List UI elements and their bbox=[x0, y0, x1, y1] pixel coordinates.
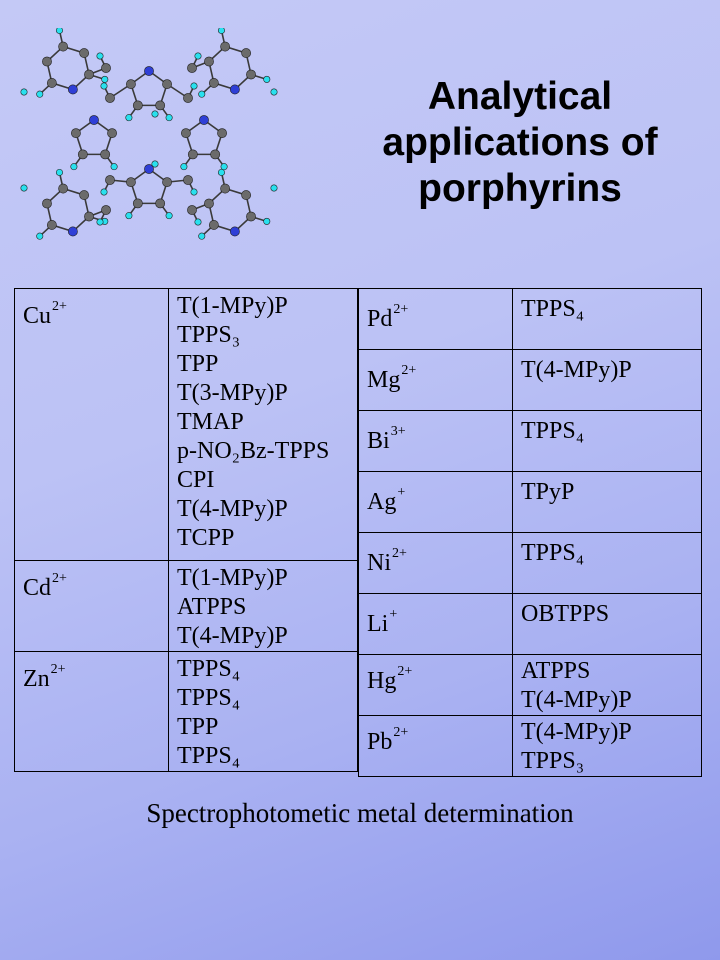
hydrogen-atom bbox=[71, 163, 77, 169]
ligand-cell bbox=[513, 350, 702, 411]
metal-table-left bbox=[14, 288, 358, 772]
carbon-atom bbox=[59, 42, 68, 51]
table-row bbox=[15, 652, 358, 772]
carbon-atom bbox=[84, 70, 93, 79]
hydrogen-atom bbox=[166, 114, 172, 120]
hydrogen-atom bbox=[111, 163, 117, 169]
carbon-atom bbox=[183, 93, 192, 102]
hydrogen-atom bbox=[101, 189, 107, 195]
ligand-name: TCPP bbox=[177, 525, 235, 551]
table-row bbox=[359, 350, 702, 411]
slide-title bbox=[352, 74, 688, 212]
ligand-name: CPI bbox=[177, 467, 215, 493]
ligand-name: T(4-MPy)P bbox=[177, 496, 288, 522]
hydrogen-atom bbox=[152, 161, 158, 167]
hydrogen-atom bbox=[271, 185, 277, 191]
table-row bbox=[359, 716, 702, 777]
metal-symbol: Ni bbox=[367, 550, 391, 576]
hydrogen-atom bbox=[271, 89, 277, 95]
ligand-name: T(4-MPy)P bbox=[521, 687, 632, 713]
carbon-atom bbox=[187, 205, 196, 214]
hydrogen-atom bbox=[56, 169, 62, 175]
metal-symbol: Ag bbox=[367, 489, 397, 515]
metal-symbol: Mg bbox=[367, 367, 401, 393]
metal-charge: 2+ bbox=[397, 664, 413, 679]
ligand-name: T(4-MPy)P bbox=[521, 357, 632, 383]
hydrogen-atom bbox=[191, 83, 197, 89]
nitrogen-atom bbox=[89, 115, 98, 124]
table-row bbox=[359, 289, 702, 350]
carbon-atom bbox=[204, 57, 213, 66]
hydrogen-atom bbox=[152, 111, 158, 117]
ligand-name: TPPS₄ bbox=[177, 685, 241, 711]
title-line: porphyrins bbox=[418, 167, 622, 210]
hydrogen-atom bbox=[21, 89, 27, 95]
metal-charge: 2+ bbox=[50, 662, 66, 677]
ligand-name: TPPS₄ bbox=[521, 540, 585, 566]
ligand-cell bbox=[169, 652, 358, 772]
metal-symbol: Pb bbox=[367, 729, 393, 755]
carbon-atom bbox=[101, 63, 110, 72]
ligand-name: TPPS₄ bbox=[177, 743, 241, 769]
carbon-atom bbox=[105, 93, 114, 102]
carbon-atom bbox=[156, 101, 165, 110]
ligand-name: T(4-MPy)P bbox=[521, 719, 632, 745]
ligand-name: ATPPS bbox=[521, 658, 591, 684]
ligand-cell bbox=[169, 561, 358, 652]
ligand-name: ATPPS bbox=[177, 594, 247, 620]
ligand-name: OBTPPS bbox=[521, 601, 610, 627]
ligand-cell bbox=[513, 655, 702, 716]
metal-cell bbox=[359, 350, 513, 411]
carbon-atom bbox=[181, 129, 190, 138]
hydrogen-atom bbox=[126, 114, 132, 120]
metal-charge: 2+ bbox=[393, 302, 409, 317]
carbon-atom bbox=[246, 212, 255, 221]
hydrogen-atom bbox=[181, 163, 187, 169]
metal-cell bbox=[359, 716, 513, 777]
carbon-atom bbox=[242, 190, 251, 199]
carbon-atom bbox=[133, 101, 142, 110]
metal-cell bbox=[359, 594, 513, 655]
carbon-atom bbox=[188, 150, 197, 159]
ligand-name: T(1-MPy)P bbox=[177, 565, 288, 591]
ligand-cell bbox=[513, 716, 702, 777]
title-line: applications of bbox=[382, 121, 658, 164]
carbon-atom bbox=[211, 150, 220, 159]
carbon-atom bbox=[221, 184, 230, 193]
carbon-atom bbox=[183, 175, 192, 184]
metal-charge: 2+ bbox=[52, 299, 67, 314]
ligand-cell bbox=[169, 289, 358, 561]
metal-charge: 2+ bbox=[52, 571, 67, 586]
carbon-atom bbox=[162, 80, 171, 89]
carbon-atom bbox=[204, 199, 213, 208]
nitrogen-atom bbox=[144, 66, 153, 75]
ligand-name: T(3-MPy)P bbox=[177, 380, 288, 406]
carbon-atom bbox=[80, 190, 89, 199]
ligand-name: T(1-MPy)P bbox=[177, 293, 288, 319]
metal-table-right bbox=[358, 288, 702, 777]
metal-charge: 2+ bbox=[401, 363, 417, 378]
ligand-name: TPP bbox=[177, 351, 219, 377]
carbon-atom bbox=[42, 199, 51, 208]
metal-charge: 3+ bbox=[390, 424, 406, 439]
metal-cell bbox=[359, 411, 513, 472]
metal-table-right-body bbox=[359, 289, 702, 777]
hydrogen-atom bbox=[195, 219, 201, 225]
metal-charge: 2+ bbox=[392, 546, 407, 561]
ligand-name: T(4-MPy)P bbox=[177, 623, 288, 649]
carbon-atom bbox=[107, 129, 116, 138]
metal-table-left-body bbox=[15, 289, 358, 772]
hydrogen-atom bbox=[221, 163, 227, 169]
carbon-atom bbox=[47, 220, 56, 229]
carbon-atom bbox=[42, 57, 51, 66]
hydrogen-atom bbox=[199, 233, 205, 239]
carbon-atom bbox=[156, 199, 165, 208]
metal-cell bbox=[359, 533, 513, 594]
carbon-atom bbox=[187, 63, 196, 72]
metal-symbol: Pd bbox=[367, 306, 393, 332]
metal-cell bbox=[359, 655, 513, 716]
metal-symbol: Li bbox=[367, 611, 389, 637]
hydrogen-atom bbox=[218, 28, 224, 34]
ligand-name: TPPS₄ bbox=[521, 296, 585, 322]
hydrogen-atom bbox=[37, 91, 43, 97]
ligand-name: TPPS₃ bbox=[177, 322, 241, 348]
hydrogen-atom bbox=[37, 233, 43, 239]
table-row bbox=[359, 472, 702, 533]
table-row bbox=[359, 655, 702, 716]
carbon-atom bbox=[209, 78, 218, 87]
metal-symbol: Cd bbox=[23, 575, 52, 601]
title-line: Analytical bbox=[427, 75, 613, 118]
ligand-name: TPyP bbox=[521, 479, 575, 505]
metal-symbol: Hg bbox=[367, 668, 397, 694]
carbon-atom bbox=[59, 184, 68, 193]
carbon-atom bbox=[126, 80, 135, 89]
carbon-atom bbox=[242, 48, 251, 57]
porphyrin-molecule-illustration bbox=[18, 28, 282, 250]
metal-symbol: Zn bbox=[23, 666, 50, 692]
table-row bbox=[15, 289, 358, 561]
carbon-atom bbox=[133, 199, 142, 208]
hydrogen-atom bbox=[21, 185, 27, 191]
hydrogen-atom bbox=[218, 169, 224, 175]
hydrogen-atom bbox=[191, 189, 197, 195]
hydrogen-atom bbox=[166, 212, 172, 218]
carbon-atom bbox=[162, 178, 171, 187]
hydrogen-atom bbox=[264, 76, 270, 82]
nitrogen-atom bbox=[68, 227, 77, 236]
nitrogen-atom bbox=[230, 85, 239, 94]
hydrogen-atom bbox=[97, 219, 103, 225]
carbon-atom bbox=[78, 150, 87, 159]
metal-cell bbox=[359, 289, 513, 350]
ligand-name: TPPS₃ bbox=[521, 748, 585, 774]
metal-charge: 2+ bbox=[393, 725, 409, 740]
ligand-cell bbox=[513, 472, 702, 533]
hydrogen-atom bbox=[264, 218, 270, 224]
hydrogen-atom bbox=[199, 91, 205, 97]
metal-cell bbox=[15, 561, 169, 652]
carbon-atom bbox=[105, 175, 114, 184]
carbon-atom bbox=[126, 178, 135, 187]
metal-cell bbox=[15, 289, 169, 561]
carbon-atom bbox=[47, 78, 56, 87]
carbon-atom bbox=[101, 205, 110, 214]
ligand-name: p-NO₂Bz-TPPS bbox=[177, 438, 330, 464]
nitrogen-atom bbox=[230, 227, 239, 236]
ligand-cell bbox=[513, 533, 702, 594]
carbon-atom bbox=[209, 220, 218, 229]
carbon-atom bbox=[71, 129, 80, 138]
carbon-atom bbox=[101, 150, 110, 159]
hydrogen-atom bbox=[126, 212, 132, 218]
metal-charge: + bbox=[397, 485, 406, 500]
hydrogen-atom bbox=[97, 53, 103, 59]
ligand-name: TPP bbox=[177, 714, 219, 740]
metal-charge: + bbox=[389, 607, 398, 622]
metal-cell bbox=[359, 472, 513, 533]
hydrogen-atom bbox=[195, 53, 201, 59]
table-row bbox=[359, 594, 702, 655]
carbon-atom bbox=[84, 212, 93, 221]
nitrogen-atom bbox=[68, 85, 77, 94]
hydrogen-atom bbox=[102, 76, 108, 82]
table-row bbox=[359, 533, 702, 594]
carbon-atom bbox=[217, 129, 226, 138]
slide-caption: Spectrophotometic metal determination bbox=[146, 798, 574, 828]
hydrogen-atom bbox=[56, 28, 62, 34]
ligand-cell bbox=[513, 289, 702, 350]
ligand-cell bbox=[513, 411, 702, 472]
carbon-atom bbox=[221, 42, 230, 51]
ligand-cell bbox=[513, 594, 702, 655]
ligand-name: TMAP bbox=[177, 409, 244, 435]
metal-symbol: Cu bbox=[23, 303, 52, 329]
table-row bbox=[15, 561, 358, 652]
ligand-name: TPPS₄ bbox=[521, 418, 585, 444]
metal-symbol: Bi bbox=[367, 428, 390, 454]
ligand-name: TPPS₄ bbox=[177, 656, 241, 682]
carbon-atom bbox=[246, 70, 255, 79]
metal-cell bbox=[15, 652, 169, 772]
carbon-atom bbox=[80, 48, 89, 57]
table-row bbox=[359, 411, 702, 472]
hydrogen-atom bbox=[101, 83, 107, 89]
nitrogen-atom bbox=[199, 115, 208, 124]
